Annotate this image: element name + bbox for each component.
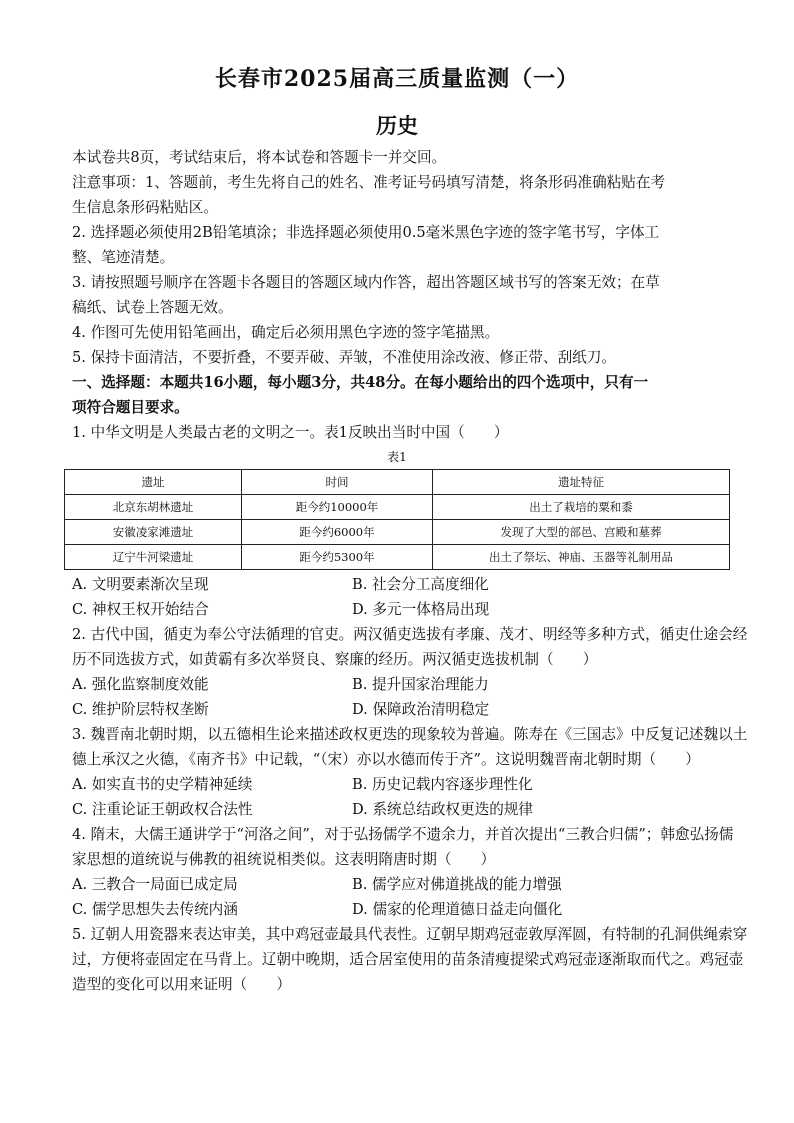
table-header-cell: 时间 bbox=[242, 470, 433, 495]
option-c: C. 注重论证王朝政权合法性 bbox=[72, 801, 253, 818]
table-header-row bbox=[65, 470, 730, 495]
question-5-stem: 造型的变化可以用来证明（ ） bbox=[72, 976, 291, 993]
instruction-line: 3. 请按照题号顺序在答题卡各题目的答题区域内作答，超出答题区域书写的答案无效；在草 bbox=[72, 274, 660, 291]
instruction-line: 稿纸、试卷上答题无效。 bbox=[72, 299, 233, 316]
table-cell: 出土了祭坛、神庙、玉器等礼制用品 bbox=[433, 545, 730, 570]
table-header-cell: 遗址 bbox=[65, 470, 242, 495]
table-cell: 安徽凌家滩遗址 bbox=[65, 520, 242, 545]
instruction-line: 4. 作图可先使用铅笔画出，确定后必须用黑色字迹的签字笔描黑。 bbox=[72, 324, 500, 341]
instruction-line: 2. 选择题必须使用2B铅笔填涂；非选择题必须使用0.5毫米黑色字迹的签字笔书写，字体工 bbox=[72, 224, 660, 241]
question-5-stem: 5. 辽朝人用瓷器来表达审美，其中鸡冠壶最具代表性。辽朝早期鸡冠壶敦厚浑圆，有特制的孔洞供绳索穿 bbox=[72, 926, 748, 943]
instruction-line: 5. 保持卡面清洁，不要折叠，不要弄破、弄皱，不准使用涂改液、修正带、刮纸刀。 bbox=[72, 349, 616, 366]
instruction-line: 本试卷共8页，考试结束后，将本试卷和答题卡一并交回。 bbox=[72, 149, 447, 166]
table-cell: 出土了栽培的粟和黍 bbox=[433, 495, 730, 520]
section-heading: 项符合题目要求。 bbox=[72, 399, 189, 416]
option-a: A. 文明要素渐次呈现 bbox=[72, 576, 209, 593]
question-1-stem: 1. 中华文明是人类最古老的文明之一。表1反映出当时中国（ ） bbox=[72, 424, 509, 441]
option-d: D. 系统总结政权更迭的规律 bbox=[352, 801, 533, 818]
instruction-line: 注意事项：1、答题前，考生先将自己的姓名、准考证号码填写清楚，将条形码准确粘贴在考 bbox=[72, 174, 666, 191]
option-c: C. 神权王权开始结合 bbox=[72, 601, 209, 618]
table-cell: 距今约10000年 bbox=[242, 495, 433, 520]
option-a: A. 强化监察制度效能 bbox=[72, 676, 209, 693]
option-a: A. 如实直书的史学精神延续 bbox=[72, 776, 253, 793]
table-row bbox=[65, 545, 730, 570]
subject-title: 历史 bbox=[376, 113, 418, 138]
question-2-stem: 历不同选拔方式，如黄霸有多次举贤良、察廉的经历。两汉循吏选拔机制（ ） bbox=[72, 651, 598, 668]
table-row bbox=[65, 495, 730, 520]
question-2-stem: 2. 古代中国，循吏为奉公守法循理的官吏。两汉循吏选拔有孝廉、茂才、明经等多种方式，循吏仕途会经 bbox=[72, 626, 748, 643]
option-b: B. 提升国家治理能力 bbox=[352, 676, 489, 693]
question-4-stem: 家思想的道统说与佛教的祖统说相类似。这表明隋唐时期（ ） bbox=[72, 851, 496, 868]
section-heading: 一、选择题：本题共16小题，每小题3分，共48分。在每小题给出的四个选项中，只有一 bbox=[72, 374, 649, 391]
table-cell: 辽宁牛河梁遗址 bbox=[65, 545, 242, 570]
table-caption: 表1 bbox=[387, 450, 407, 464]
option-b: B. 儒学应对佛道挑战的能力增强 bbox=[352, 876, 562, 893]
table-cell: 北京东胡林遗址 bbox=[65, 495, 242, 520]
site-table bbox=[64, 469, 730, 570]
table-cell: 发现了大型的部邑、宫殿和墓葬 bbox=[433, 520, 730, 545]
question-3-stem: 3. 魏晋南北朝时期，以五德相生论来描述政权更迭的现象较为普遍。陈寿在《三国志》中反复记述魏以土 bbox=[72, 726, 748, 743]
option-c: C. 儒学思想失去传统内涵 bbox=[72, 901, 238, 918]
option-d: D. 保障政治清明稳定 bbox=[352, 701, 490, 718]
table-header-cell: 遗址特征 bbox=[433, 470, 730, 495]
option-d: D. 儒家的伦理道德日益走向僵化 bbox=[352, 901, 563, 918]
option-b: B. 社会分工高度细化 bbox=[352, 576, 489, 593]
table-row bbox=[65, 520, 730, 545]
option-c: C. 维护阶层特权垄断 bbox=[72, 701, 209, 718]
question-3-stem: 德上承汉之火德，《南齐书》中记载，“（宋）亦以水德而传于齐”。这说明魏晋南北朝时期（ ） bbox=[72, 751, 700, 768]
question-4-stem: 4. 隋末，大儒王通讲学于“河洛之间”，对于弘扬儒学不遗余力，并首次提出“三教合归儒”；韩愈弘扬儒 bbox=[72, 826, 734, 843]
question-5-stem: 过，方便将壶固定在马背上。辽朝中晚期，适合居室使用的苗条清瘦提梁式鸡冠壶逐渐取而代之。鸡冠壶 bbox=[72, 951, 744, 968]
option-b: B. 历史记载内容逐步理性化 bbox=[352, 776, 533, 793]
instruction-line: 生信息条形码粘贴区。 bbox=[72, 199, 218, 216]
option-d: D. 多元一体格局出现 bbox=[352, 601, 490, 618]
table-cell: 距今约5300年 bbox=[242, 545, 433, 570]
table-cell: 距今约6000年 bbox=[242, 520, 433, 545]
exam-title: 长春市2025届高三质量监测（一） bbox=[214, 66, 580, 92]
option-a: A. 三教合一局面已成定局 bbox=[72, 876, 238, 893]
instruction-line: 整、笔迹清楚。 bbox=[72, 249, 175, 266]
